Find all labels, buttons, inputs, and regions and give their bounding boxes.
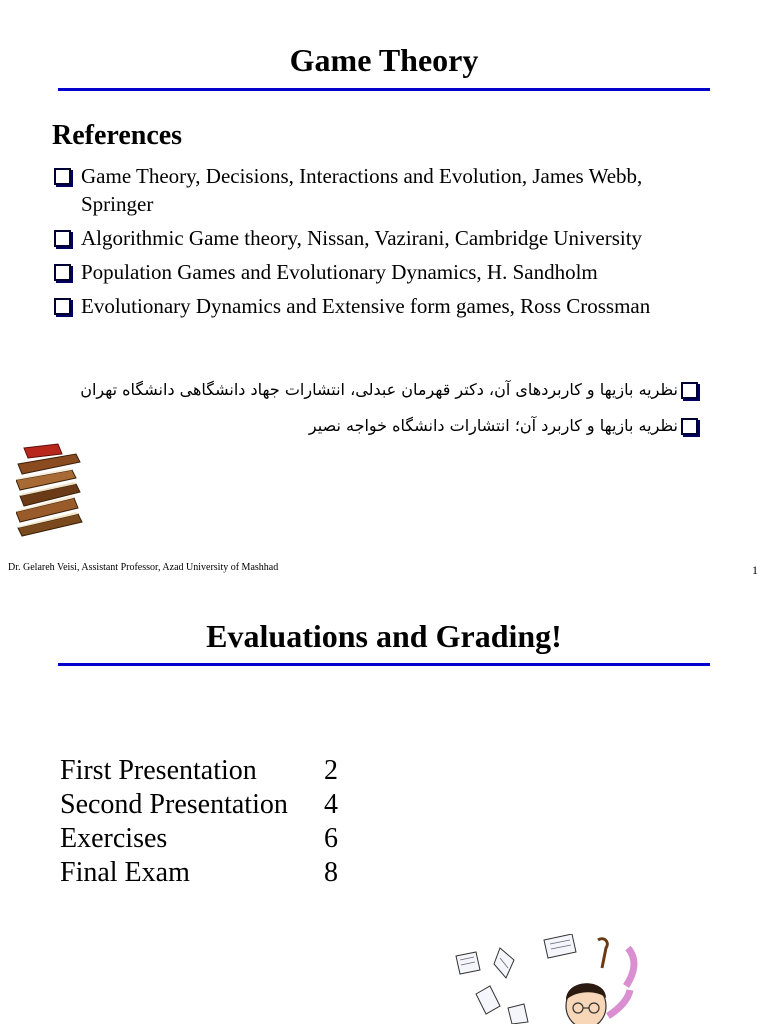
persian-reference-list [40, 378, 700, 450]
grade-item: Exercises [60, 823, 168, 854]
table-row [60, 822, 350, 856]
books-stack-icon [16, 442, 88, 538]
table-row [60, 856, 350, 890]
persian-reference-text: نظریه بازیها و کاربرد آن؛ انتشارات دانشگاه خواجه نصیر [308, 416, 678, 435]
checkbox-bullet-icon [681, 418, 698, 435]
cartoon-papers-icon [448, 934, 648, 1024]
title-underline [58, 88, 710, 91]
checkbox-bullet-icon [54, 298, 71, 315]
persian-reference-text: نظریه بازیها و کاربردهای آن، دکتر قهرمان عبدلی، انتشارات جهاد دانشگاهی دانشگاه تهران [80, 380, 678, 399]
table-row [60, 754, 350, 788]
grade-item: Second Presentation [60, 789, 288, 820]
reference-list [52, 162, 692, 326]
list-item [52, 162, 692, 218]
page-number: 1 [752, 563, 758, 577]
grade-points: 2 [324, 755, 338, 786]
table-row [60, 788, 350, 822]
references-heading: References [52, 120, 183, 151]
slide-title: Game Theory [289, 42, 479, 78]
grade-points: 6 [324, 823, 338, 854]
grade-item: First Presentation [60, 755, 257, 786]
grading-table [60, 754, 350, 890]
grade-item: Final Exam [60, 857, 190, 888]
slide-footer: Dr. Gelareh Veisi, Assistant Professor, Azad University of Mashhad [8, 562, 279, 573]
list-item [52, 224, 692, 252]
reference-text: Algorithmic Game theory, Nissan, Vazirani, Cambridge University [81, 226, 643, 250]
checkbox-bullet-icon [54, 230, 71, 247]
checkbox-bullet-icon [681, 382, 698, 399]
title-underline [58, 663, 710, 666]
reference-text: Population Games and Evolutionary Dynamics, H. Sandholm [81, 260, 598, 284]
list-item [40, 414, 700, 450]
checkbox-bullet-icon [54, 168, 71, 185]
slide-title: Evaluations and Grading! [206, 618, 562, 654]
list-item [52, 292, 692, 320]
checkbox-bullet-icon [54, 264, 71, 281]
list-item [52, 258, 692, 286]
grade-points: 4 [324, 789, 338, 820]
grade-points: 8 [324, 857, 338, 888]
reference-text: Evolutionary Dynamics and Extensive form games, Ross Crossman [81, 294, 651, 318]
slide-evaluations [0, 588, 768, 1024]
reference-text: Game Theory, Decisions, Interactions and Evolution, James Webb, Springer [81, 164, 643, 216]
list-item [40, 378, 700, 414]
